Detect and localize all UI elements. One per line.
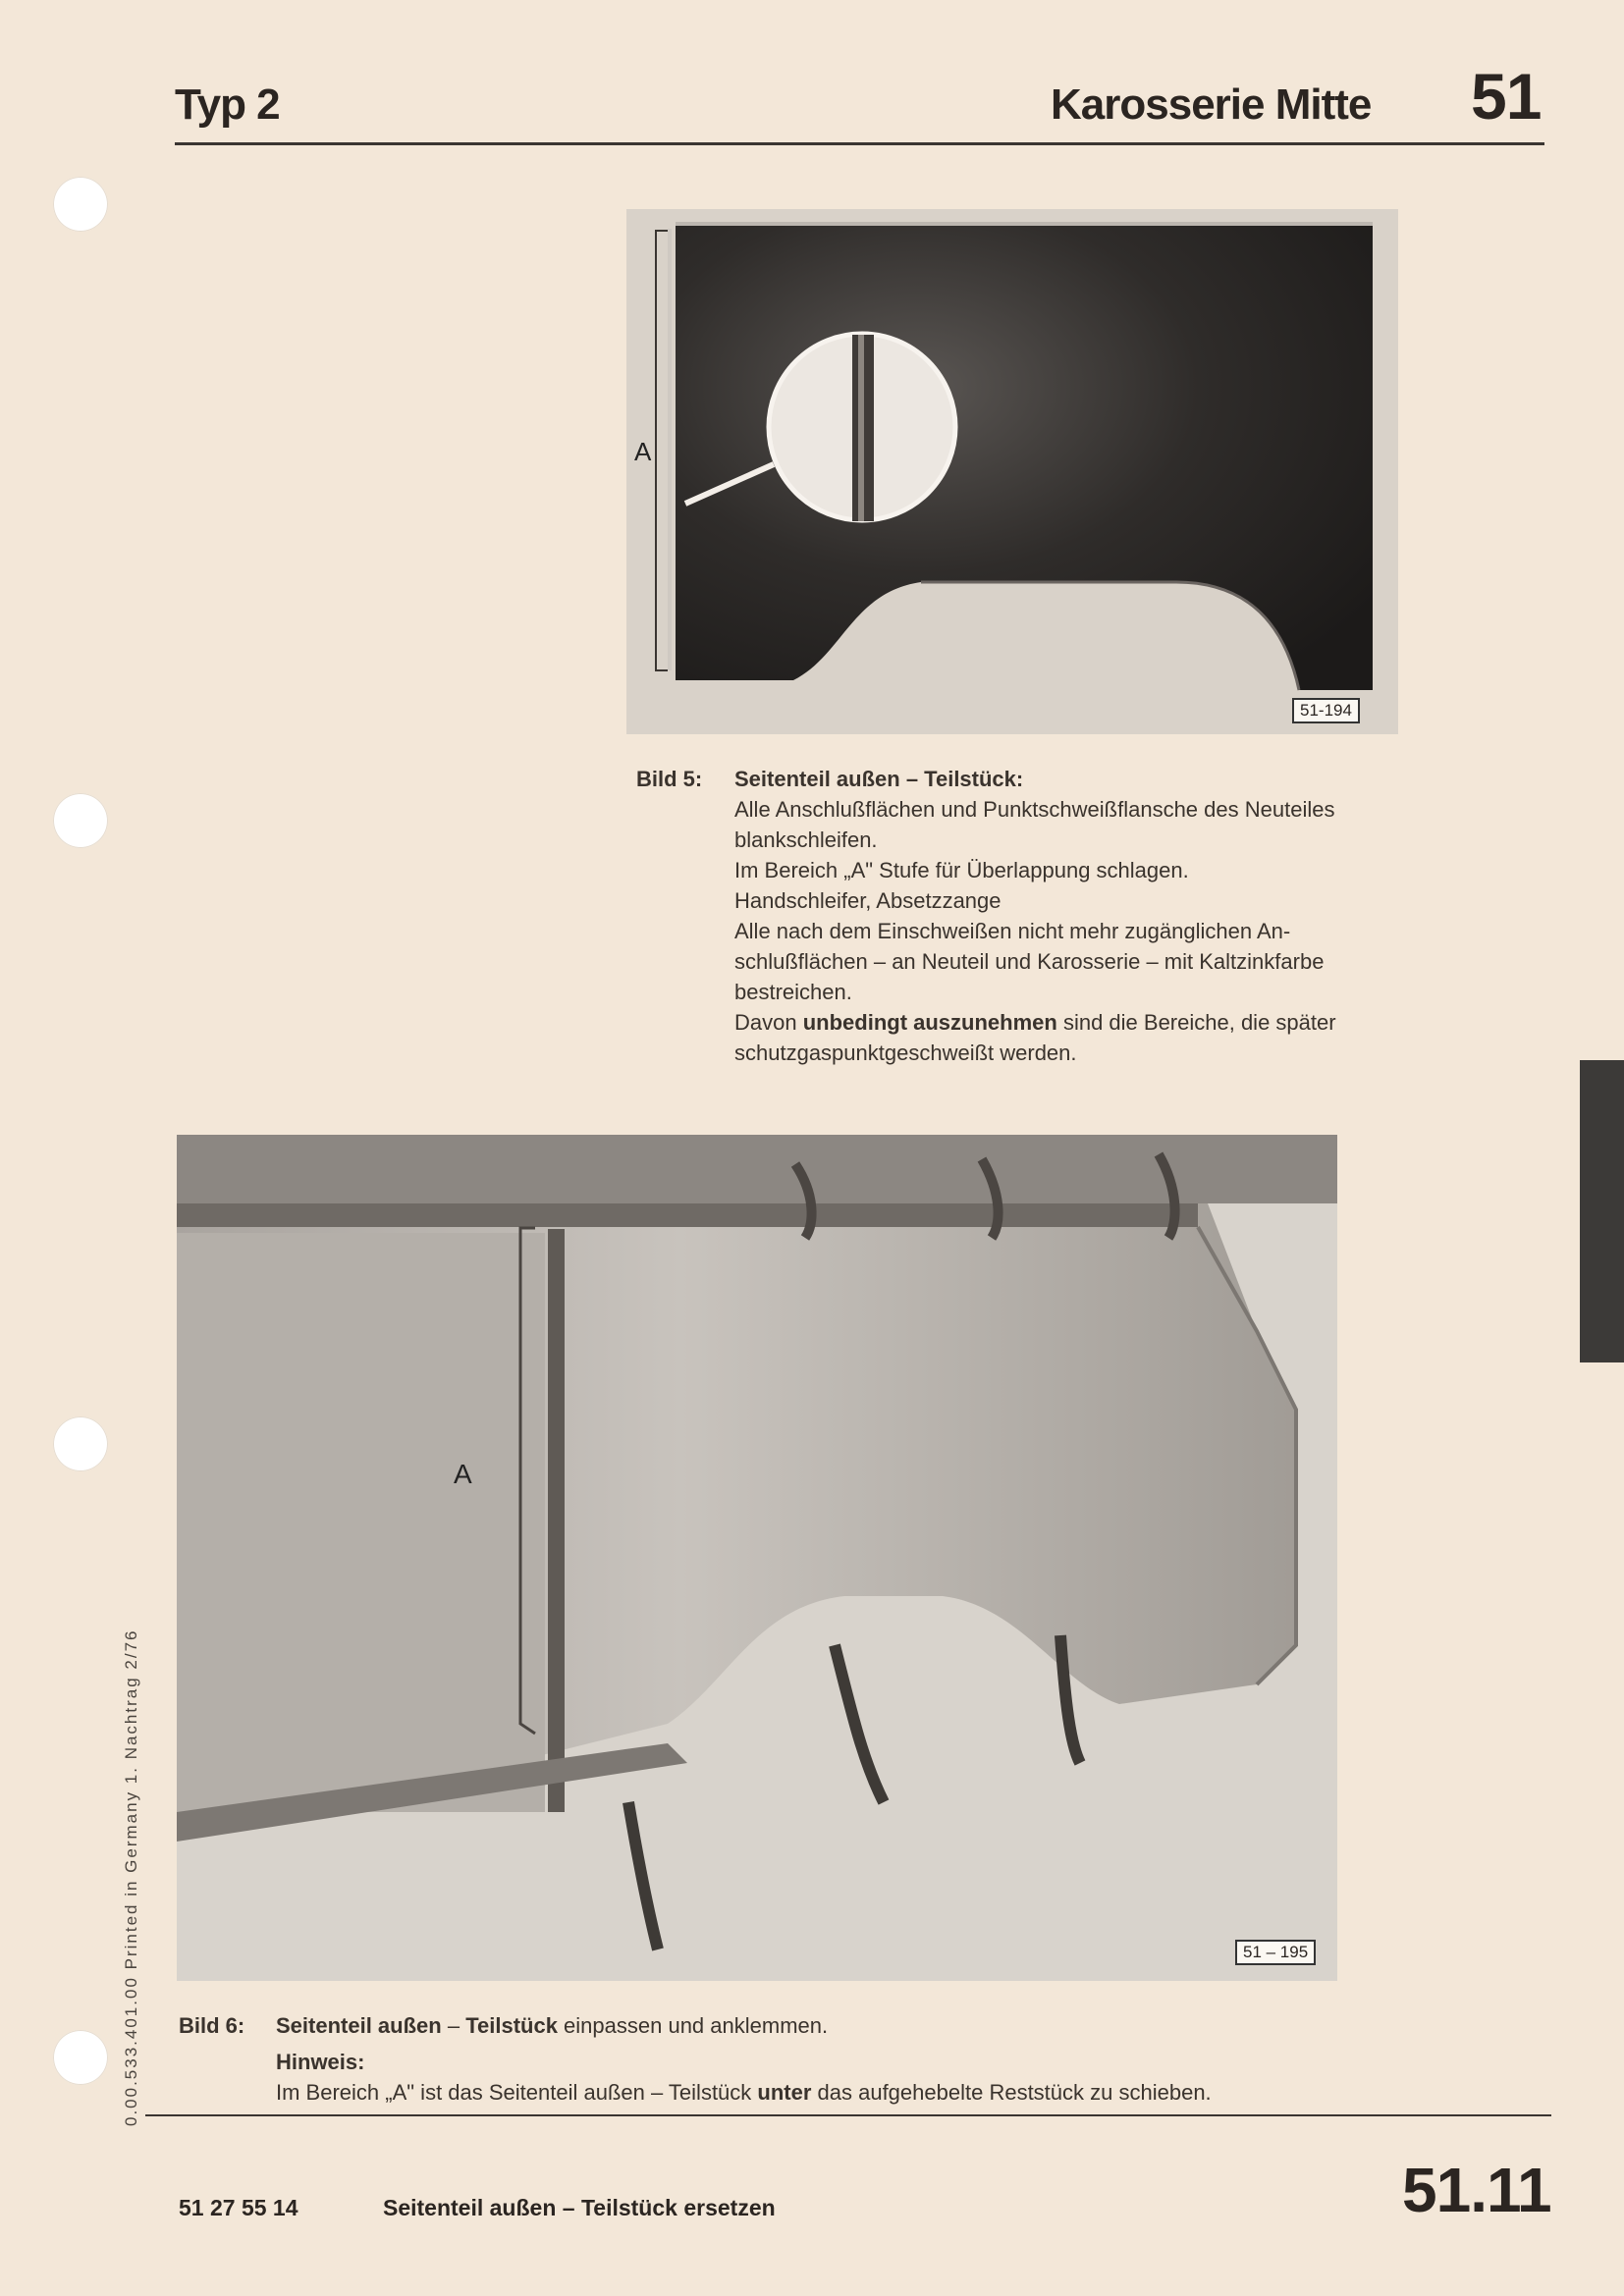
- figure5-line-3: Handschleifer, Absetzzange: [734, 888, 1001, 913]
- footer-rule: [145, 2114, 1551, 2116]
- figure6-note-line: Im Bereich „A" ist das Seitenteil außen – Teilstück unter das aufgehebelte Reststück zu schieben.: [276, 2080, 1212, 2105]
- figure6-caption-line: Seitenteil außen – Teilstück einpassen und anklemmen.: [276, 2013, 829, 2038]
- header-right-title: Karosserie Mitte: [1051, 80, 1372, 129]
- figure6-caption: [276, 2010, 1356, 2108]
- footer-title: Seitenteil außen – Teilstück ersetzen: [383, 2195, 776, 2220]
- side-print: 0.00.533.401.00 Printed in Germany 1. Nachtrag 2/76: [122, 1629, 140, 2126]
- figure5-marker: A: [634, 437, 652, 466]
- figure5-caption-title: Seitenteil außen – Teilstück:: [734, 767, 1024, 791]
- figure5-caption-label: Bild 5:: [636, 767, 703, 791]
- footer-page-number: 51.11: [1402, 2155, 1551, 2225]
- header-rule: [175, 142, 1544, 145]
- figure5-ref: 51-194: [1292, 698, 1360, 723]
- figure5-caption: [734, 764, 1441, 1068]
- figure6-ref: 51 – 195: [1235, 1940, 1316, 1965]
- punch-hole-1: [53, 177, 108, 232]
- figure5-line-1: blankschleifen.: [734, 828, 878, 852]
- figure5-photo: [626, 209, 1398, 734]
- figure6-photo: [177, 1135, 1337, 1981]
- punch-hole-2: [53, 793, 108, 848]
- section-tab: [1580, 1060, 1624, 1362]
- figure5-line-4: Alle nach dem Einschweißen nicht mehr zugänglichen An-: [734, 919, 1291, 943]
- figure6-note-label: Hinweis:: [276, 2050, 365, 2074]
- figure5-line-5: schlußflächen – an Neuteil und Karosserie – mit Kaltzinkfarbe: [734, 949, 1325, 974]
- figure5-last-line: Davon unbedingt auszunehmen sind die Bereiche, die später: [734, 1010, 1336, 1035]
- figure5-line-6: bestreichen.: [734, 980, 852, 1004]
- punch-hole-3: [53, 1416, 108, 1471]
- footer-code: 51 27 55 14: [179, 2195, 298, 2220]
- punch-hole-4: [53, 2030, 108, 2085]
- figure5-line-2: Im Bereich „A" Stufe für Überlappung schlagen.: [734, 858, 1189, 882]
- header-left-title: Typ 2: [175, 80, 280, 129]
- figure5-last-line-2: schutzgaspunktgeschweißt werden.: [734, 1041, 1077, 1065]
- header-group-number: 51: [1471, 60, 1542, 133]
- figure6-caption-label: Bild 6:: [179, 2013, 245, 2038]
- figure6-marker: A: [454, 1459, 472, 1489]
- figure5-line-0: Alle Anschlußflächen und Punktschweißflansche des Neuteiles: [734, 797, 1335, 822]
